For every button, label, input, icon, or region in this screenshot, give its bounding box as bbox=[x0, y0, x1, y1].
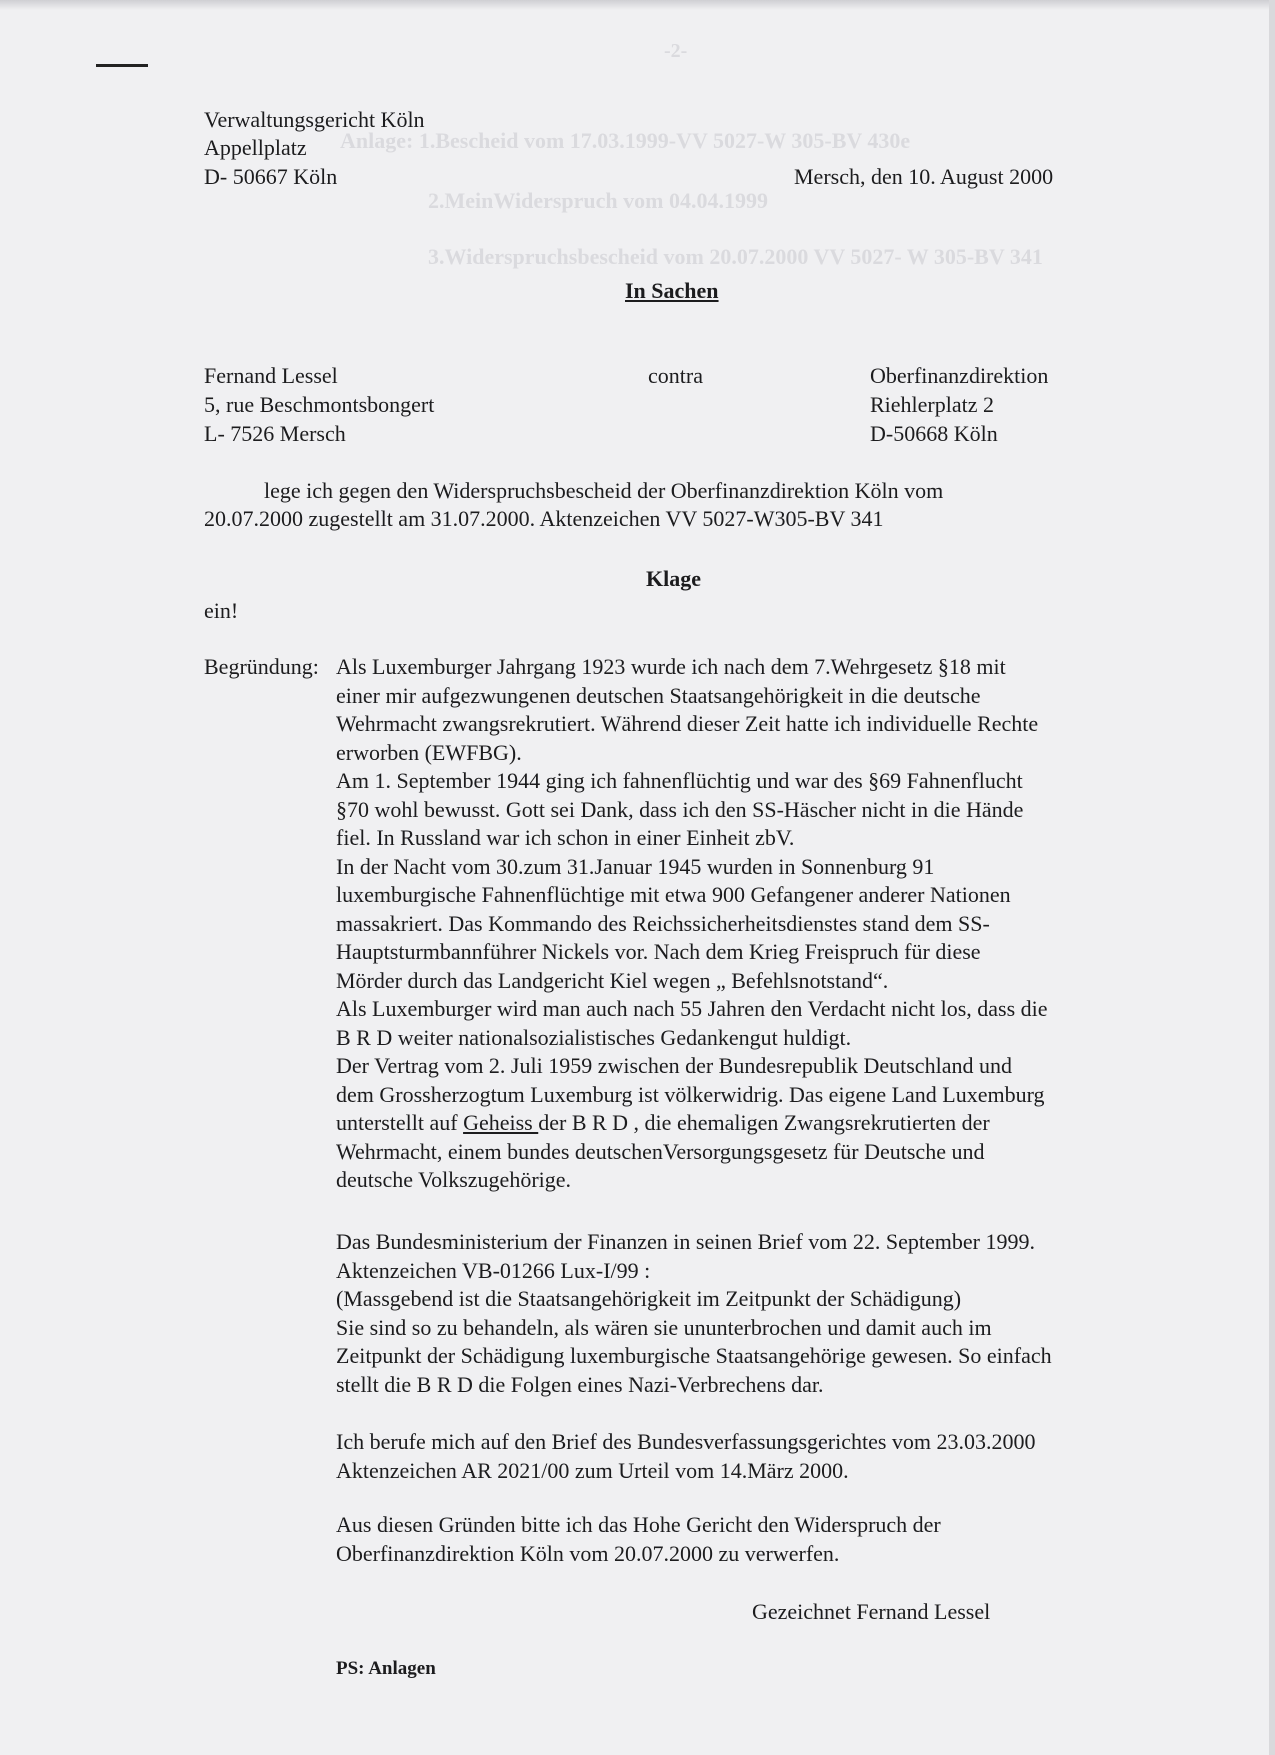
defendant-name: Oberfinanzdirektion bbox=[870, 363, 1049, 388]
in-sachen-heading: In Sachen bbox=[625, 278, 719, 303]
signature-line: Gezeichnet Fernand Lessel bbox=[752, 1599, 991, 1624]
body-line: luxemburgische Fahnenflüchtige mit etwa 900 Gefangener anderer Nationen bbox=[336, 882, 1011, 907]
body-paragraph-4 bbox=[336, 1511, 941, 1568]
body-line: Wehrmacht zwangsrekrutiert. Während dieser Zeit hatte ich individuelle Rechte bbox=[336, 711, 1039, 736]
body-line: stellt die B R D die Folgen eines Nazi-Verbrechens dar. bbox=[336, 1371, 824, 1397]
body-line: Sie sind so zu behandeln, als wären sie ununterbrochen und damit auch im bbox=[336, 1314, 992, 1340]
body-line: (Massgebend ist die Staatsangehörigkeit im Zeitpunkt der Schädigung) bbox=[336, 1286, 962, 1311]
body-line: Aus diesen Gründen bitte ich das Hohe Gericht den Widerspruch der bbox=[336, 1512, 941, 1537]
place-date: Mersch, den 10. August 2000 bbox=[794, 164, 1054, 189]
recipient-city: D- 50667 Köln bbox=[204, 164, 338, 189]
body-line: Zeitpunkt der Schädigung luxemburgische Staatsangehörige gewesen. So einfach bbox=[336, 1343, 1052, 1368]
scan-edge-right bbox=[1269, 0, 1275, 1755]
body-line: deutsche Volkszugehörige. bbox=[336, 1167, 572, 1192]
begruendung-label: Begründung: bbox=[204, 654, 319, 679]
body-line: Als Luxemburger Jahrgang 1923 wurde ich nach dem 7.Wehrgesetz §18 mit bbox=[336, 654, 1006, 679]
body-line: Oberfinanzdirektion Köln vom 20.07.2000 zu verwerfen. bbox=[336, 1540, 840, 1566]
body-line: Aktenzeichen AR 2021/00 zum Urteil vom 14.März 2000. bbox=[336, 1457, 849, 1483]
body-paragraph-3 bbox=[336, 1428, 1036, 1485]
body-paragraph-1 bbox=[336, 653, 1048, 1195]
defendant-city: D-50668 Köln bbox=[870, 421, 998, 446]
body-line-geheiss bbox=[336, 1109, 1048, 1138]
geheiss-post: der B R D , die ehemaligen Zwangsrekrutierten der bbox=[538, 1110, 990, 1135]
fold-mark bbox=[96, 64, 148, 67]
scan-edge-top bbox=[0, 0, 1275, 10]
bleed-line-1: Anlage: 1.Bescheid vom 17.03.1999-VV 5027-W 305-BV 430e bbox=[340, 128, 911, 153]
contra-label: contra bbox=[648, 363, 703, 388]
body-line: Wehrmacht, einem bundes deutschenVersorgungsgesetz für Deutsche und bbox=[336, 1138, 985, 1164]
ps-attachments: PS: Anlagen bbox=[336, 1658, 436, 1679]
plaintiff-city: L- 7526 Mersch bbox=[204, 421, 346, 446]
body-line: Am 1. September 1944 ging ich fahnenflüchtig und war des §69 Fahnenflucht bbox=[336, 768, 1023, 793]
body-line: Mörder durch das Landgericht Kiel wegen „ Befehlsnotstand“. bbox=[336, 967, 889, 993]
body-line: In der Nacht vom 30.zum 31.Januar 1945 wurden in Sonnenburg 91 bbox=[336, 853, 935, 879]
geheiss-pre: unterstellt auf bbox=[336, 1110, 464, 1135]
recipient-court: Verwaltungsgericht Köln bbox=[204, 107, 425, 132]
recipient-street: Appellplatz bbox=[204, 135, 307, 160]
body-line: Das Bundesministerium der Finanzen in seinen Brief vom 22. September 1999. bbox=[336, 1229, 1035, 1254]
body-line: B R D weiter nationalsozialistisches Gedankengut huldigt. bbox=[336, 1024, 852, 1050]
intro-line-1: lege ich gegen den Widerspruchsbescheid der Oberfinanzdirektion Köln vom bbox=[264, 478, 944, 503]
plaintiff-street: 5, rue Beschmontsbongert bbox=[204, 392, 435, 417]
body-paragraph-2 bbox=[336, 1228, 1052, 1399]
bleed-page-number: -2- bbox=[664, 40, 688, 62]
body-line: Aktenzeichen VB-01266 Lux-I/99 : bbox=[336, 1257, 651, 1283]
body-line: Hauptsturmbannführer Nickels vor. Nach dem Krieg Freispruch für diese bbox=[336, 939, 981, 964]
bleed-line-3: 3.Widerspruchsbescheid vom 20.07.2000 VV 5027- W 305-BV 341 bbox=[428, 244, 1043, 269]
intro-line-2: 20.07.2000 zugestellt am 31.07.2000. Aktenzeichen VV 5027-W305-BV 341 bbox=[204, 506, 884, 531]
plaintiff-name: Fernand Lessel bbox=[204, 363, 338, 388]
body-line: §70 wohl bewusst. Gott sei Dank, dass ich den SS-Häscher nicht in die Hände bbox=[336, 796, 1024, 822]
bleed-line-2: 2.MeinWiderspruch vom 04.04.1999 bbox=[428, 188, 768, 213]
ein-text: ein! bbox=[204, 598, 239, 623]
body-line: Als Luxemburger wird man auch nach 55 Jahren den Verdacht nicht los, dass die bbox=[336, 996, 1048, 1021]
defendant-street: Riehlerplatz 2 bbox=[870, 392, 995, 417]
body-line: Der Vertrag vom 2. Juli 1959 zwischen der Bundesrepublik Deutschland und bbox=[336, 1053, 1012, 1078]
klage-heading: Klage bbox=[646, 566, 701, 591]
body-line: Ich berufe mich auf den Brief des Bundesverfassungsgerichtes vom 23.03.2000 bbox=[336, 1429, 1036, 1454]
body-line: massakriert. Das Kommando des Reichssicherheitsdienstes stand dem SS- bbox=[336, 910, 990, 936]
body-line: erworben (EWFBG). bbox=[336, 739, 522, 765]
body-line: dem Grossherzogtum Luxemburg ist völkerwidrig. Das eigene Land Luxemburg bbox=[336, 1081, 1045, 1107]
body-line: einer mir aufgezwungenen deutschen Staatsangehörigkeit in die deutsche bbox=[336, 682, 981, 708]
body-line: fiel. In Russland war ich schon in einer Einheit zbV. bbox=[336, 825, 795, 850]
geheiss-word: Geheiss bbox=[463, 1110, 539, 1135]
